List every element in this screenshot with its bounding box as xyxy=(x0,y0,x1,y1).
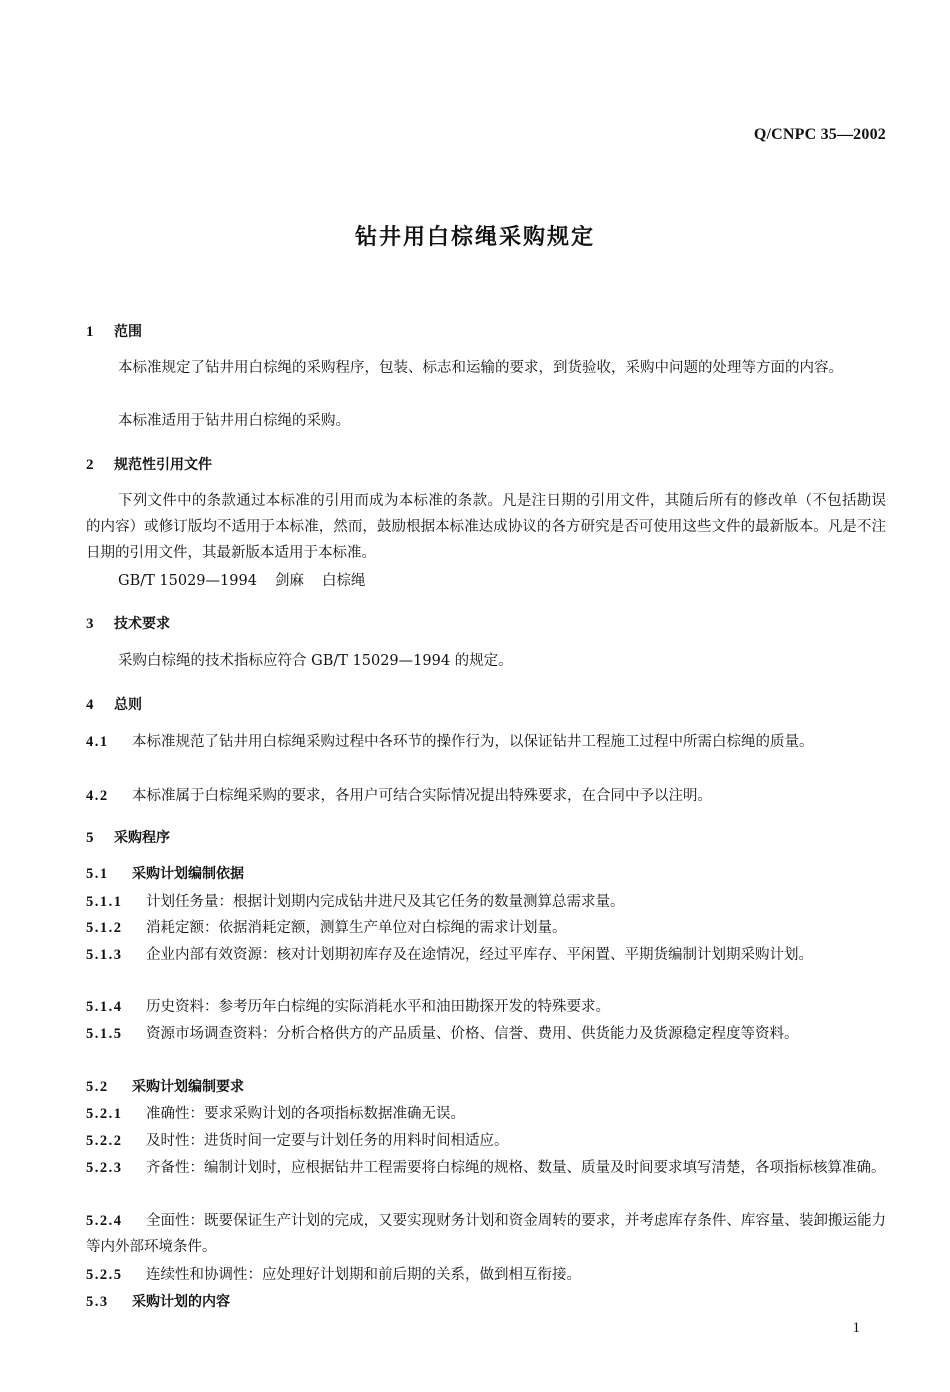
section-4-heading: 4 总则 xyxy=(86,697,142,713)
clause-5-2-1: 5.2.1 准确性：要求采购计划的各项指标数据准确无误。 xyxy=(86,1106,465,1122)
reference-name-part-2: 白棕绳 xyxy=(321,573,366,589)
clause-5-2-4: 5.2.4 全面性：既要保证生产计划的完成，又要实现财务计划和资金周转的要求，并考虑库存条件、库容量、装卸搬运能力等内外部环境条件。 xyxy=(86,1213,886,1255)
clause-5-2-3: 5.2.3 齐备性：编制计划时，应根据钻井工程需要将白棕绳的规格、数量、质量及时间要求填写清楚，各项指标核算准确。 xyxy=(86,1160,886,1176)
normative-reference xyxy=(86,568,918,594)
clause-5-1-1: 5.1.1 计划任务量：根据计划期内完成钻井进尺及其它任务的数量测算总需求量。 xyxy=(86,894,625,910)
reference-code: GB/T 15029—1994 xyxy=(118,573,257,589)
clause-5-2-5: 5.2.5 连续性和协调性：应处理好计划期和前后期的关系，做到相互衔接。 xyxy=(86,1267,581,1283)
clause-5-1-4: 5.1.4 历史资料：参考历年白棕绳的实际消耗水平和油田勘探开发的特殊要求。 xyxy=(86,999,610,1015)
clause-5-1-5: 5.1.5 资源市场调查资料：分析合格供方的产品质量、价格、信誉、费用、供货能力及货源稳定程度等资料。 xyxy=(86,1026,799,1042)
clause-4-1: 4.1 本标准规范了钻井用白棕绳采购过程中各环节的操作行为，以保证钻井工程施工过程中所需白棕绳的质量。 xyxy=(86,734,814,750)
subsection-5-1-heading: 5.1 采购计划编制依据 xyxy=(86,866,244,882)
section-5-heading: 5 采购程序 xyxy=(86,830,170,846)
section-2-heading: 2 规范性引用文件 xyxy=(86,457,212,473)
page-number: 1 xyxy=(852,1320,860,1336)
section-1-paragraph-1: 本标准规定了钻井用白棕绳的采购程序，包装、标志和运输的要求，到货验收，采购中问题的处理等方面的内容。 xyxy=(118,360,843,376)
section-2-paragraph-1: 下列文件中的条款通过本标准的引用而成为本标准的条款。凡是注日期的引用文件，其随后所有的修改单（不包括勘误的内容）或修订版均不适用于本标准，然而，鼓励根据本标准达成协议的各方研究是否可使用这些文件的最新版本。凡是不注日期的引用文件，其最新版本适用于本标准。 xyxy=(86,493,886,561)
document-title: 钻井用白棕绳采购规定 xyxy=(354,225,595,250)
clause-5-1-2: 5.1.2 消耗定额：依据消耗定额，测算生产单位对白棕绳的需求计划量。 xyxy=(86,920,567,936)
reference-name-part-1: 剑麻 xyxy=(274,573,304,589)
section-3-paragraph-1: 采购白棕绳的技术指标应符合 GB/T 15029—1994 的规定。 xyxy=(118,653,513,669)
clause-5-1-3: 5.1.3 企业内部有效资源：核对计划期初库存及在途情况，经过平库存、平闲置、平期货编制计划期采购计划。 xyxy=(86,947,813,963)
section-3-heading: 3 技术要求 xyxy=(86,616,170,632)
section-1-paragraph-2: 本标准适用于钻井用白棕绳的采购。 xyxy=(118,413,350,429)
standard-code: Q/CNPC 35—2002 xyxy=(753,126,886,143)
clause-4-2: 4.2 本标准属于白棕绳采购的要求，各用户可结合实际情况提出特殊要求，在合同中予以注明。 xyxy=(86,788,712,804)
clause-5-2-2: 5.2.2 及时性：进货时间一定要与计划任务的用料时间相适应。 xyxy=(86,1133,509,1149)
subsection-5-2-heading: 5.2 采购计划编制要求 xyxy=(86,1079,244,1095)
section-1-heading: 1 范围 xyxy=(86,324,142,340)
subsection-5-3-heading: 5.3 采购计划的内容 xyxy=(86,1294,230,1310)
